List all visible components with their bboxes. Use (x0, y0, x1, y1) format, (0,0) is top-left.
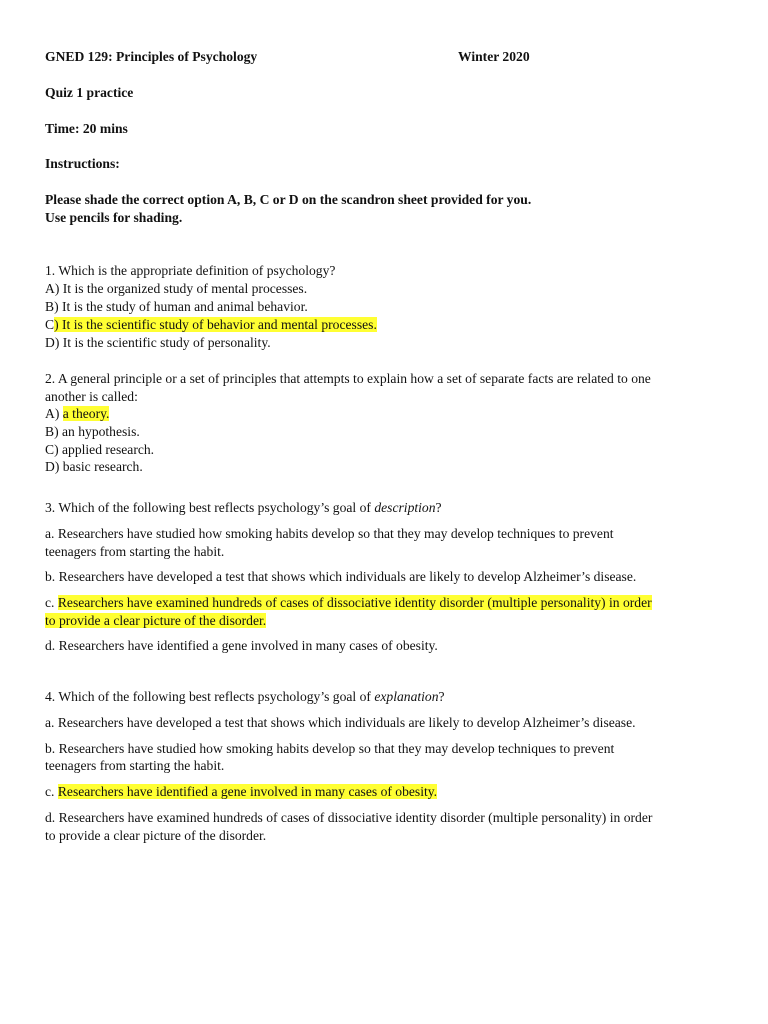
q2-option-b: B) an hypothesis. (45, 424, 140, 439)
q3-option-a-line-1: a. Researchers have studied how smoking habits develop so that they may develop techniques to prevent (45, 526, 614, 541)
q4-option-d-line-1: d. Researchers have examined hundreds of cases of dissociative identity disorder (multiple personality) in order (45, 810, 653, 825)
q2-option-a (45, 405, 109, 422)
instructions-line-2: Use pencils for shading. (45, 210, 183, 225)
q3-option-c-highlighted-1: Researchers have examined hundreds of cases of dissociative identity disorder (multiple personality) in order (57, 595, 652, 610)
q1-option-c-highlighted: ) It is the scientific study of behavior and mental processes. (54, 317, 377, 332)
q3-option-c-line-2 (45, 612, 266, 629)
q1-stem: 1. Which is the appropriate definition of psychology? (45, 263, 336, 278)
q3-option-d: d. Researchers have identified a gene involved in many cases of obesity. (45, 638, 438, 653)
q3-stem-emphasis: description (374, 500, 436, 515)
q1-option-b: B) It is the study of human and animal behavior. (45, 299, 308, 314)
q4-option-d-line-2: to provide a clear picture of the disorder. (45, 828, 267, 843)
q2-option-d: D) basic research. (45, 459, 143, 474)
q4-option-c (45, 783, 437, 800)
instructions-line-1: Please shade the correct option A, B, C or D on the scandron sheet provided for you. (45, 192, 532, 207)
q3-option-c-highlighted-2: to provide a clear picture of the disorder. (45, 613, 267, 628)
q1-option-a: A) It is the organized study of mental processes. (45, 281, 308, 296)
q4-stem-emphasis: explanation (374, 689, 439, 704)
q3-stem-suffix: ? (435, 500, 442, 515)
q2-stem-line-1: 2. A general principle or a set of principles that attempts to explain how a set of separate facts are related to one (45, 371, 651, 386)
instructions-label: Instructions: (45, 156, 120, 171)
q2-option-c: C) applied research. (45, 442, 155, 457)
q4-stem-text: 4. Which of the following best reflects psychology’s goal of (45, 689, 375, 704)
q3-stem (45, 499, 442, 516)
time-limit: Time: 20 mins (45, 121, 128, 136)
q3-option-b: b. Researchers have developed a test that shows which individuals are likely to develop Alzheimer’s disease. (45, 569, 637, 584)
quiz-title: Quiz 1 practice (45, 85, 134, 100)
q4-option-b-line-2: teenagers from starting the habit. (45, 758, 225, 773)
q2-option-a-letter: A) (45, 406, 63, 421)
term-label: Winter 2020 (458, 49, 530, 64)
q3-stem-text: 3. Which of the following best reflects psychology’s goal of (45, 500, 375, 515)
q1-option-c-letter: C (45, 317, 55, 332)
q2-option-a-highlighted: a theory. (62, 406, 110, 421)
q4-option-c-letter: c. (45, 784, 58, 799)
q4-option-c-highlighted: Researchers have identified a gene involved in many cases of obesity. (57, 784, 438, 799)
q3-option-c-letter: c. (45, 595, 58, 610)
q2-stem-line-2: another is called: (45, 389, 138, 404)
q1-option-d: D) It is the scientific study of personality. (45, 335, 271, 350)
q4-option-a: a. Researchers have developed a test that shows which individuals are likely to develop Alzheimer’s disease. (45, 715, 636, 730)
q4-stem-suffix: ? (438, 689, 445, 704)
q4-option-b-line-1: b. Researchers have studied how smoking habits develop so that they may develop techniques to prevent (45, 741, 615, 756)
q3-option-a-line-2: teenagers from starting the habit. (45, 544, 225, 559)
course-title: GNED 129: Principles of Psychology (45, 49, 258, 64)
q4-stem (45, 688, 445, 705)
q1-option-c (45, 316, 377, 333)
q3-option-c-line-1 (45, 594, 652, 611)
